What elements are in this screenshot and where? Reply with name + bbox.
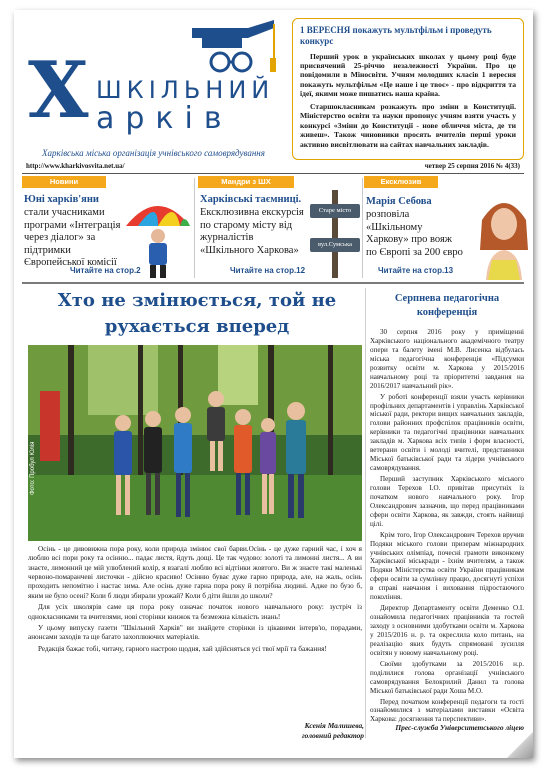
article-paragraph: Крім того, Ігор Олександрович Терехов вручив Подяки міського голови призерам міжнародних учнівських олімпіад, почесні грамоти виконкому Харківської міськради - їхнім вчителям, а також Подяки Міністерства освіти України працівникам сфери освіти за сумлінну працю, досягнуті успіхи в справі навчання і виховання підростаючого покоління. — [370, 530, 524, 602]
masthead — [22, 18, 290, 158]
teaser-body: стали учасниками програми «Інтеграція через діалог» за підтримки Європейської комісії — [24, 207, 121, 269]
article-paragraph: У роботі конференції взяли участь керівники профільних департаментів і управлінь Харківської міської ради, ректори вищих навчальних закладів, голови районних профспілок працівників освіти, керівники та педагогічні працівники навчальних закладів м. Харкова всіх типів і форм власності, ветерани освіти і молоді вчителі, представники Міської батьківської ради та лідери учнівського самоврядування. — [370, 392, 524, 473]
main-article-body — [28, 545, 362, 656]
sign-sumska: вул.Сумська — [310, 238, 360, 252]
editor-signature — [274, 721, 364, 740]
photo-credit: Фото: Пробул Юлія — [30, 441, 36, 495]
divider — [362, 178, 363, 278]
divider — [194, 178, 195, 278]
signature-name: Ксенія Малишева, — [304, 721, 364, 730]
teaser-travel[interactable] — [198, 176, 360, 278]
read-more-link[interactable]: Читайте на стор.12 — [230, 266, 306, 275]
article-paragraph: Своїми здобутками за 2015/2016 н.р. поділилися голова організації учнівського самоврядування Белокрилий Данил та голова Міської батьківської ради Хоша М.О. — [370, 659, 524, 695]
top-news-paragraph: Старшокласникам розкажуть про зміни в Конституції. Міністерство освіти та науки пропонує учням взяти участь у конкурсі «Зміни до Конституції - нове обличчя міста, де ти живеш». Також чиновники просять вчителів перші уроки активно висвітлювати на сайтах навчальних закладів. — [300, 101, 516, 149]
press-service-signature: Прес-служба Університетського ліцею — [395, 723, 524, 732]
teaser-headline: Харківські таємниці. — [200, 194, 302, 205]
main-title-line: рухається вперед — [104, 316, 290, 338]
signature-role: головний редактор — [301, 730, 364, 740]
article-paragraph: У цьому випуску газети "Шкільний Харків" ви знайдете сторінки із цікавими інтерв'ю, порадами, анонсами заходів та ще багато захоплюючих матеріалів. — [28, 623, 362, 642]
teaser-body: розповіла «Шкільному Харкову» про вояж по Європі за 200 євро — [366, 209, 463, 258]
article-paragraph: Директор Департаменту освіти Деменко О.І. ознайомила педагогічних працівників та гостей заходу з основними здобутками освіти м. Харкова у 2015/2016 н. р. та окреслила коло питань, на реалізацію яких будуть спрямовані зусилля освітян у новому навчальному році. — [370, 604, 524, 657]
masthead-subtitle: Харківська міська організація учнівського самоврядування — [42, 148, 265, 158]
conference-article-body — [370, 328, 524, 726]
article-paragraph: Осінь - це дивовижна пора року, коли природа змінює свої барви.Осінь - це дуже гарний час, і хоч я люблю всі пори року та осінню... падає листя, йдуть дощі. Це так чудово: золоті та лимонні листя... А ви знаєте, лимонний це мій улюблений колір, я взагалі люблю всі відтінки жовтого. Ви ж знаєте такі маленькі червоно-помаранчеві листочки - дійсно красиво! Осінню буває дуже гарно природа, але, на жаль, осінь проходить непомітно і настає зима. Але осінь дуже гарна пора року й потрібна людині. Адже по бузо б, яким не було осені? Коли б люди збирали урожай? Коли б діти йшли до школи? — [28, 545, 362, 600]
masthead-bottom-word: арків — [96, 101, 233, 136]
top-news-box — [292, 18, 524, 160]
main-title-line: Хто не змінюється, той не — [57, 290, 337, 311]
page-curl — [507, 732, 533, 758]
main-article-photo — [28, 345, 362, 541]
top-news-title: 1 ВЕРЕСНЯ покажуть мультфільм і проведуть конкурс — [300, 25, 492, 47]
teaser-exclusive[interactable] — [364, 176, 524, 278]
masthead-top-word: ШКІЛЬНИЙ — [96, 76, 275, 104]
teaser-body: Ексклюзивна екскурсія по старому місту від журналістів «Шкільного Харкова» — [200, 207, 304, 256]
portrait-photo — [468, 190, 533, 280]
main-article-title — [34, 288, 360, 340]
street-signpost — [310, 184, 360, 278]
issue-date: четвер 25 серпня 2016 № 4(33) — [424, 162, 520, 170]
url-date-bar — [22, 161, 524, 174]
teaser-headline: Юні харків'яни — [24, 194, 99, 205]
masthead-letter: Х — [28, 45, 89, 136]
article-paragraph: Для усіх школярів саме ця пора року означає початок нового навчального року: зустріч із однокласниками та вчителями, нові сторінки книжок та безмежна кількість знань! — [28, 603, 362, 621]
teaser-headline: Марія Себова — [366, 196, 432, 207]
teaser-tag: Новини — [22, 176, 106, 188]
article-paragraph: Перед початком конференції педагоги та гості ознайомилися з матеріалами виставки «Освіта Харкова: досягнення та перспективи». — [370, 697, 524, 724]
read-more-link[interactable]: Читайте на стор.13 — [378, 266, 454, 275]
article-paragraph: Перший заступник Харківського міського голови Терехов І.О. привітав присутніх із початком нового навчального року. Ігор Олександрович зазначив, що перед працівниками сфери освіти Харкова, як завжди, стоять найвищі цілі. — [370, 475, 524, 528]
top-news-paragraph: Перший урок в українських школах у цьому році буде присвячений 25-річчю незалежності України. Про це повідомили в Міносвіти. Учням молодших класів 1 вересня покажуть мультфільм «Це наше і це твоє» - про відкриття та ідеї, якими може пишатись наша країна. — [300, 51, 516, 99]
conference-article-title: Серпнева педагогічна конференція — [394, 293, 500, 318]
graduation-cap-icon — [190, 18, 276, 80]
teaser-news[interactable] — [22, 176, 192, 278]
teaser-tag: Мандри з ШХ — [198, 176, 294, 188]
column-divider — [365, 288, 366, 738]
site-url-link[interactable]: http://www.kharkivosvita.net.ua/ — [26, 162, 125, 170]
article-paragraph: Редакція бажає тобі, читачу, гарного настрою щодня, хай здійсняться усі твої мрії та бажання! — [38, 644, 327, 653]
sign-old-town: Старе місто — [310, 204, 360, 218]
article-paragraph: 30 серпня 2016 року у приміщенні Харківського національного академічного театру опери та балету імені М.В. Лисенка відбулась міська педагогічна конференція «Підсумки розвитку освіти м. Харкова у 2015/2016 навчальному році та пріоритетні завдання на 2016/2017 навчальний рік». — [370, 328, 524, 390]
newspaper-page — [14, 10, 533, 758]
teaser-tag: Ексклюзив — [364, 176, 438, 188]
section-divider — [22, 282, 524, 284]
read-more-link[interactable]: Читайте на стор.2 — [70, 266, 141, 275]
